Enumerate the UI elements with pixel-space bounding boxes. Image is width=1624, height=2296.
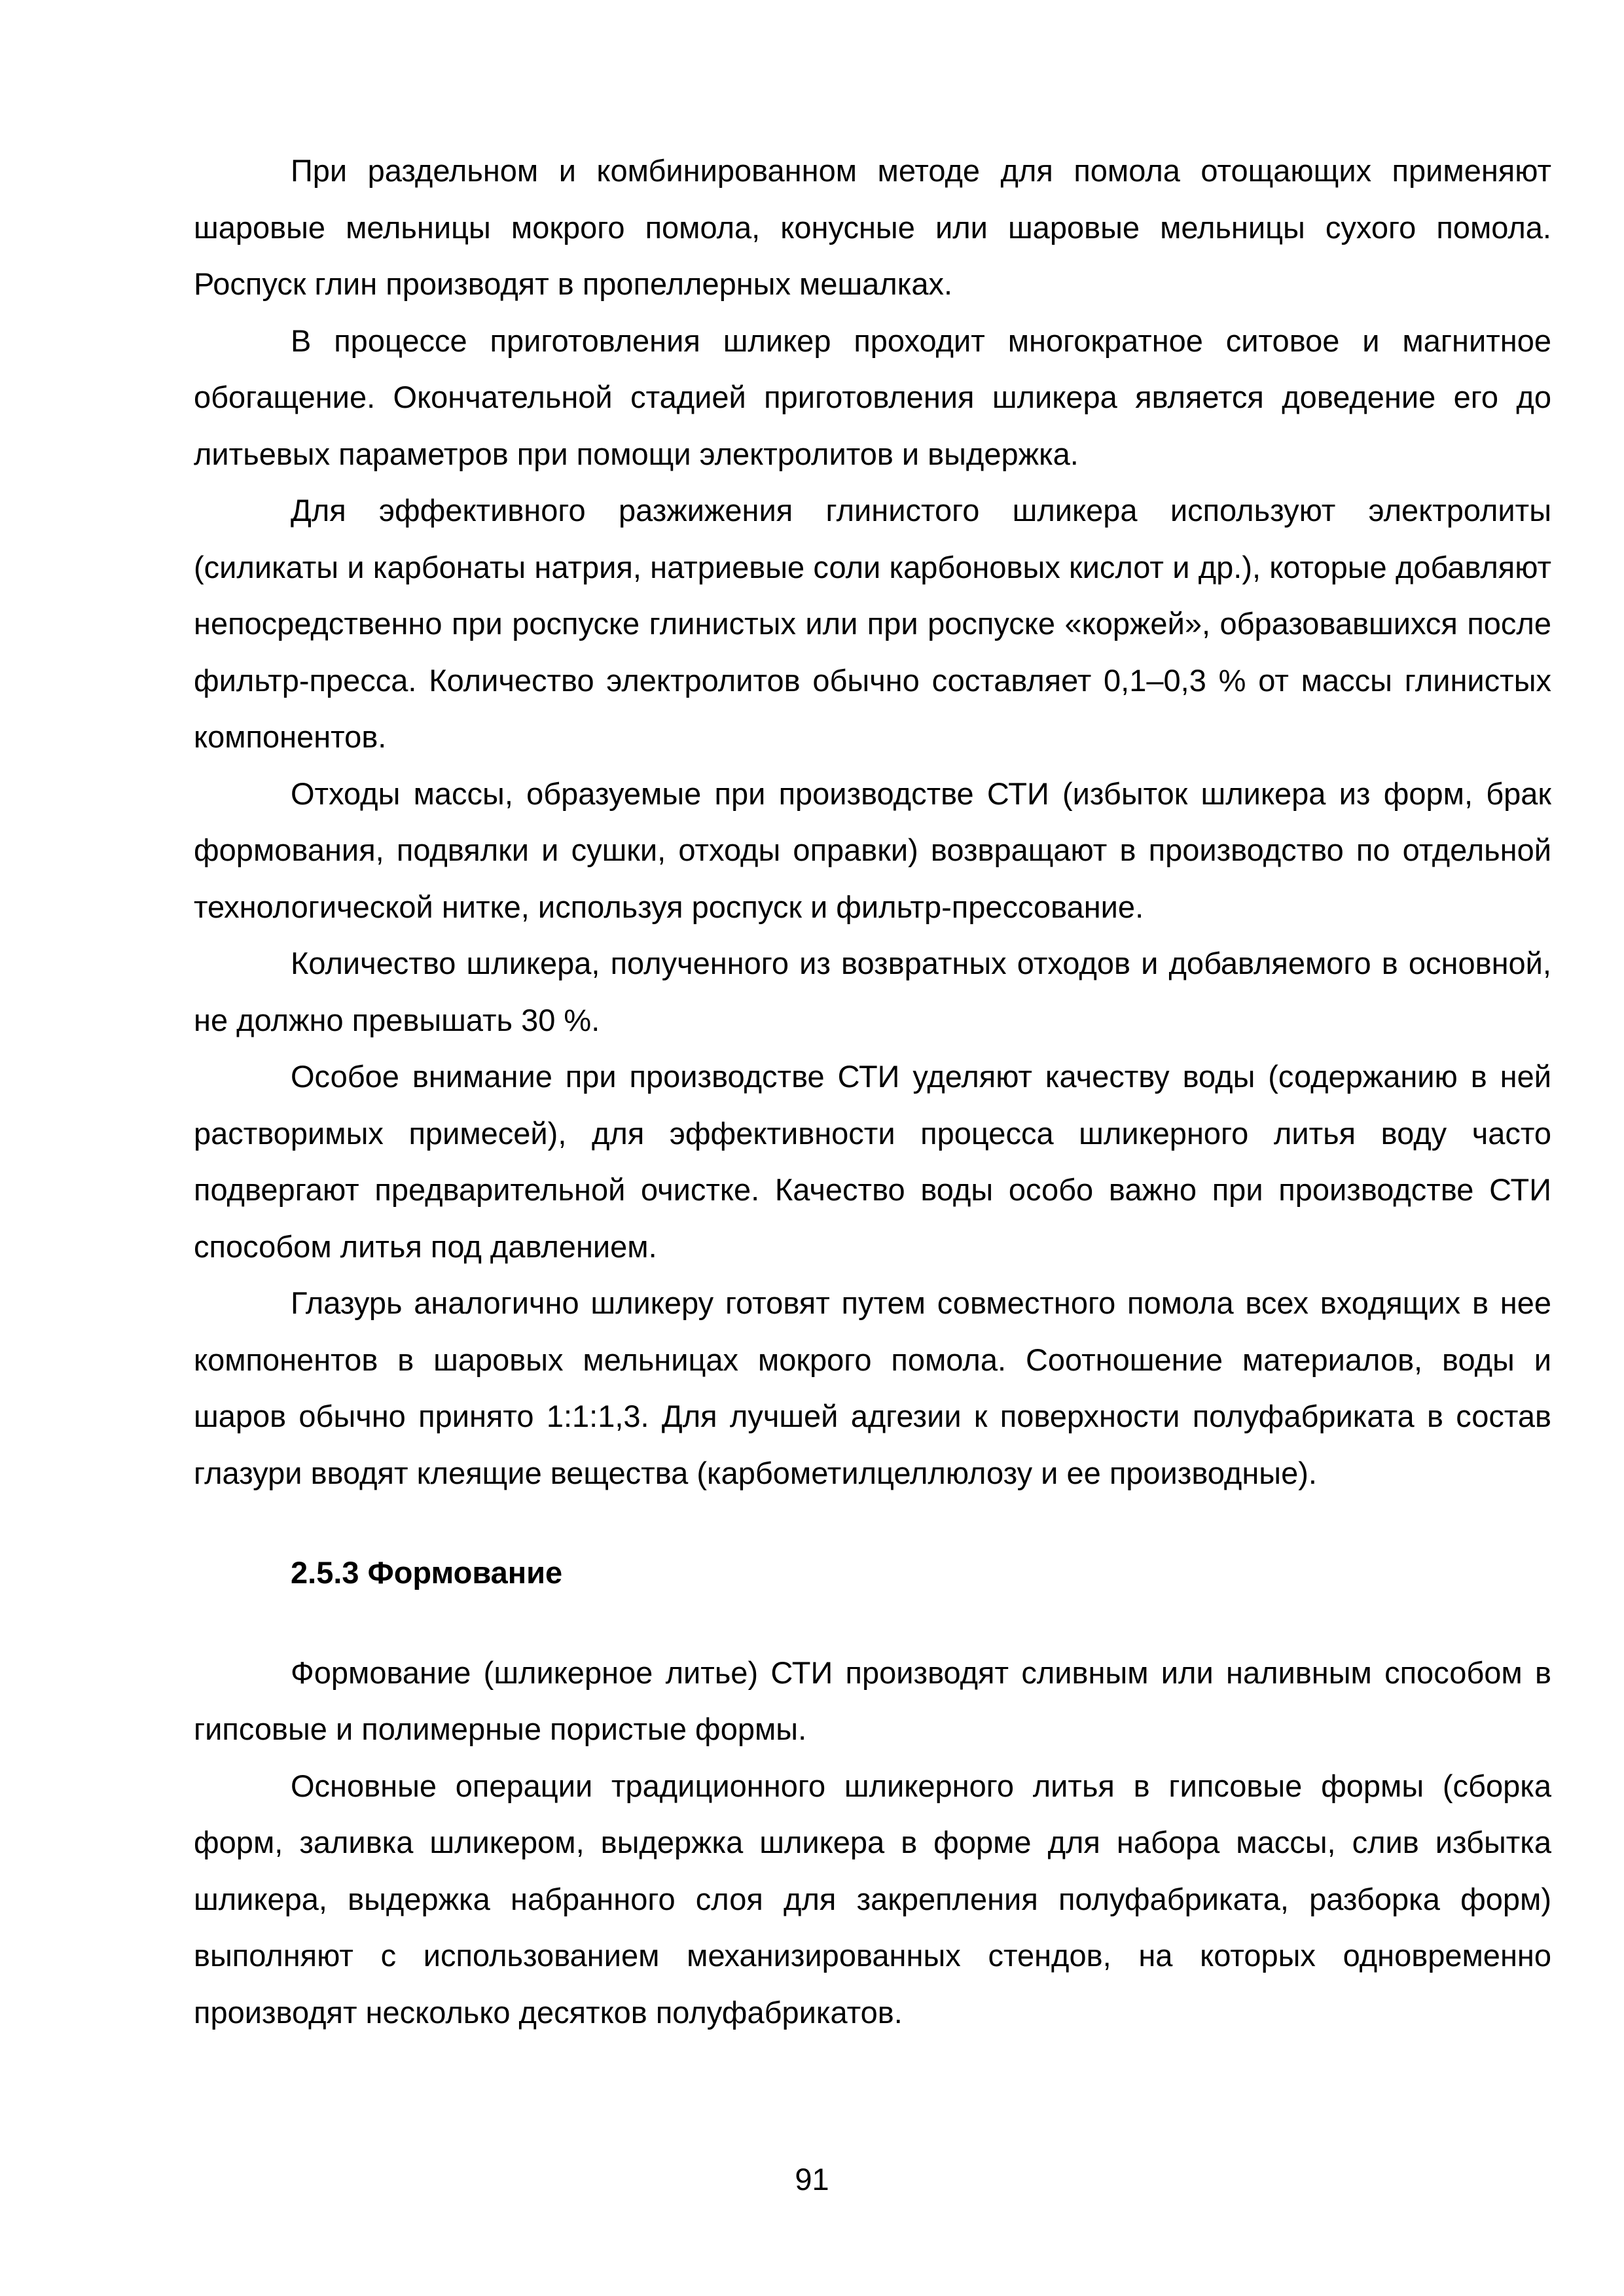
section-heading: 2.5.3 Формование: [291, 1555, 563, 1590]
paragraph-casting-operations: Основные операции традиционного шликерного литья в гипсовые формы (сборка форм, заливка шликером, выдержка шликера в форме для набора массы, слив избытка шликера, выдержка набранного слоя для закрепления полуфабриката, разборка форм) выполняют с использованием механизированных стендов, на которых одновременно производят несколько десятков полуфабрикатов.: [194, 1768, 1551, 2030]
page-number: 91: [795, 2162, 829, 2197]
paragraph-forming-intro: Формование (шликерное литье) СТИ производят сливным или наливным способом в гипсовые и полимерные пористые формы.: [194, 1655, 1551, 1746]
paragraph-slip-enrichment: В процессе приготовления шликер проходит многократное ситовое и магнитное обогащение. Окончательной стадией приготовления шликера является доведение его до литьевых параметров при помощи электролитов и выдержка.: [194, 323, 1551, 471]
paragraph-returned-slip-amount: Количество шликера, полученного из возвратных отходов и добавляемого в основной, не должно превышать 30 %.: [194, 946, 1551, 1037]
paragraph-waste-recycling: Отходы массы, образуемые при производстве СТИ (избыток шликера из форм, брак формования, подвялки и сушки, отходы оправки) возвращают в производство по отдельной технологической нитке, используя роспуск и фильтр-прессование.: [194, 776, 1551, 924]
paragraph-glaze-preparation: Глазурь аналогично шликеру готовят путем совместного помола всех входящих в нее компонентов в шаровых мельницах мокрого помола. Соотношение материалов, воды и шаров обычно принято 1:1:1,3. Для лучшей адгезии к поверхности полуфабриката в состав глазури вводят клеящие вещества (карбометилцеллюлозу и ее производные).: [194, 1285, 1551, 1490]
paragraph-grinding-methods: При раздельном и комбинированном методе для помола отощающих применяют шаровые мельницы мокрого помола, конусные или шаровые мельницы сухого помола. Роспуск глин производят в пропеллерных мешалках.: [194, 153, 1551, 301]
paragraph-water-quality: Особое внимание при производстве СТИ уделяют качеству воды (содержанию в ней растворимых примесей), для эффективности процесса шликерного литья воду часто подвергают предварительной очистке. Качество воды особо важно при производстве СТИ способом литья под давлением.: [194, 1059, 1551, 1264]
paragraph-electrolytes: Для эффективного разжижения глинистого шликера используют электролиты (силикаты и карбонаты натрия, натриевые соли карбоновых кислот и др.), которые добавляют непосредственно при роспуске глинистых или при роспуске «коржей», образовавшихся после фильтр-пресса. Количество электролитов обычно составляет 0,1–0,3 % от массы глинистых компонентов.: [194, 493, 1551, 754]
page-body: [194, 143, 1551, 2041]
